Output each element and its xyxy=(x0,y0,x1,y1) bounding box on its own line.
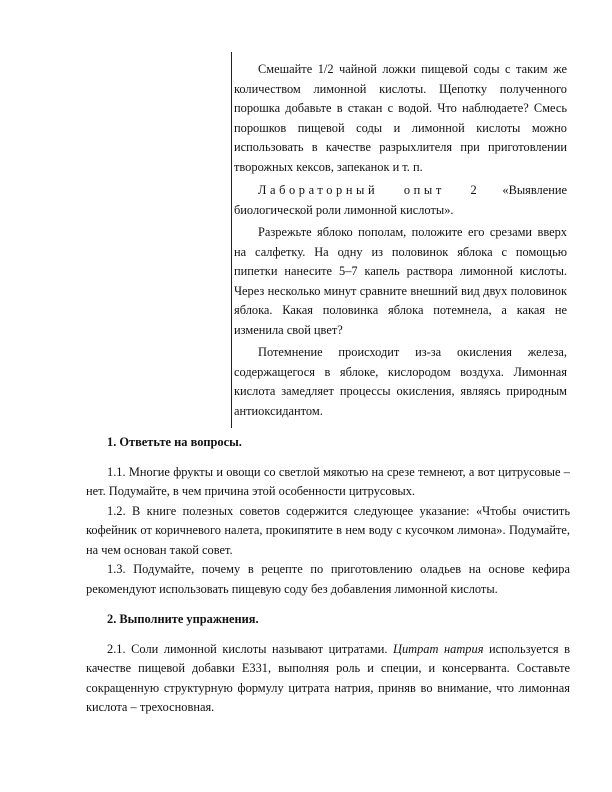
section-2-heading: 2. Выполните упражнения. xyxy=(107,612,259,626)
question-1-2: 1.2. В книге полезных советов содержится следующее указание: «Чтобы очистить кофейник от коричневого налета, прокипятите в нем воду с кусочком лимона». Подумайте, на чем основан такой совет. xyxy=(86,503,570,557)
sidebar-paragraph-apple: Разрежьте яблоко пополам, положите его срезами вверх на салфетку. На одну из половинок яблока с помощью пипетки нанесите 5–7 капель раствора лимонной кислоты. Через несколько минут сравните внешний вид двух половинок яблока. Какая половинка яблока потемнела, а какая не изменила свой цвет? xyxy=(234,225,567,337)
question-1-1: 1.1. Многие фрукты и овощи со светлой мякотью на срезе темнеют, а вот цитрусовые – нет. Подумайте, в чем причина этой особенности цитрусовых. xyxy=(86,464,570,498)
exercise-2-1-term: Цитрат натрия xyxy=(393,641,484,656)
sidebar-column xyxy=(234,60,567,421)
exercise-2-1-end: используется в качестве пищевой добавки Е331, выполняя роль и специи, и консерванта. Составьте сокращенную структурную формулу цитрата натрия, приняв во внимание, что лимонная кислота – трехосновная. xyxy=(86,641,570,714)
lab-experiment-label: Лабораторный опыт 2 xyxy=(258,183,481,197)
lab-experiment-heading xyxy=(234,181,567,220)
question-1-3: 1.3. Подумайте, почему в рецепте по приготовлению оладьев на основе кефира рекомендуют использовать пищевую соду без добавления лимонной кислоты. xyxy=(86,562,570,596)
exercise-2-1-start: 2.1. Соли лимонной кислоты называют цитратами. xyxy=(107,641,394,656)
lab-experiment-title: «Выявление биологической роли лимонной кислоты». xyxy=(234,183,567,217)
sidebar-paragraph-oxidation: Потемнение происходит из-за окисления железа, содержащегося в яблоке, кислородом воздуха. Лимонная кислота замедляет процессы окисления, являясь природным антиоксидантом. xyxy=(234,345,567,418)
column-divider xyxy=(231,52,232,428)
sidebar-paragraph-soda: Смешайте 1/2 чайной ложки пищевой соды с таким же количеством лимонной кислоты. Щепотку полученного порошка добавьте в стакан с водой. Что наблюдаете? Смесь порошков пищевой соды и лимонной кислоты можно использовать в качестве разрыхлителя при приготовлении творожных кексов, запеканок и т. п. xyxy=(234,62,567,174)
section-1-heading: 1. Ответьте на вопросы. xyxy=(107,435,242,449)
exercise-2-1 xyxy=(86,640,570,718)
main-text xyxy=(86,433,570,718)
